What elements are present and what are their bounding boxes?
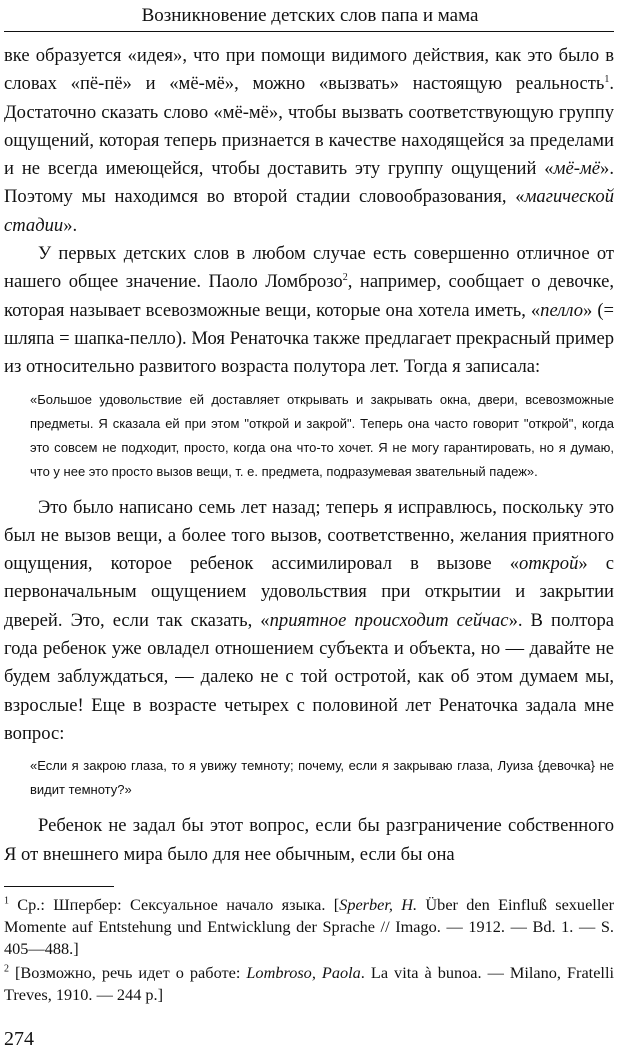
footnote-rule bbox=[4, 886, 114, 887]
paragraph-4: Ребенок не задал бы этот вопрос, если бы разграничение собственного Я от внешнего мира было для нее обычным, если бы она bbox=[4, 815, 614, 865]
running-header: Возникновение детских слов папа и мама bbox=[141, 5, 479, 26]
footnote-ref-1[interactable]: 1 bbox=[604, 74, 610, 86]
footnote-2: $^2$ [Возможно, речь идет о работе: Lombroso, Paola. La vita à bunoa. — Milano, Fratelli Treves, 1910. — 244 p.] bbox=[4, 963, 614, 1004]
footnotes bbox=[4, 894, 614, 1008]
footnote-1: $^1$ Ср.: Шпербер: Сексуальное начало языка. [Sperber, H. Über den Einfluß sexueller Momente auf Entstehung und Entwicklung der Sprache // Imago. — 1912. — Bd. 1. — S. 405—488.] bbox=[4, 895, 614, 958]
paragraph-1: вке образуется «идея», что при помощи видимого действия, как это было в словах «пё-пё» и «мё-мё», можно «вызвать» настоящую реальность$^1$. Достаточно сказать слово «мё-мё», чтобы вызвать соответствующую группу ощущений, которая теперь признается в качестве находящейся за пределами и не всегда имеющейся, чтобы доставить эту группу ощущений «мё-мё». Поэтому мы находимся во второй стадии словообразования, «магической стадии». bbox=[4, 45, 614, 236]
page-number: 274 bbox=[4, 1028, 34, 1050]
block-quote-2: «Если я закрою глаза, то я увижу темноту; почему, если я закрываю глаза, Луиза {девочка} не видит темноту?» bbox=[30, 758, 614, 798]
main-text bbox=[4, 42, 614, 869]
footnote-ref-2[interactable]: 2 bbox=[342, 272, 348, 284]
paragraph-3: Это было написано семь лет назад; теперь я исправлюсь, поскольку это был не вызов вещи, а более того вызов, соответственно, желания приятного ощущения, которое ребенок ассимилировал в вызове «открой» с первоначальным ощущением удовольствия при открытии и закрытии дверей. Это, если так сказать, «приятное происходит сейчас». В полтора года ребенок уже овладел отношением субъекта и объекта, но — давайте не будем заблуждаться, — далеко не с той остротой, как об этом думаем мы, взрослые! Еще в возрасте четырех с половиной лет Ренаточка задала мне вопрос: bbox=[4, 496, 615, 744]
block-quote-1: «Большое удовольствие ей доставляет открывать и закрывать окна, двери, всевозможные предметы. Я сказала ей при этом "открой и закрой". Теперь она часто говорит "открой", когда это совсем не подходит, просто, когда она что-то хочет. Я не могу гарантировать, но я думаю, что у нее это просто вызов вещи, т. е. предмета, подразумевая звательный падеж». bbox=[30, 391, 614, 479]
paragraph-2: У первых детских слов в любом случае есть совершенно отличное от нашего общее значение. Паоло Ломброзо$^2$, например, сообщает о девочке, которая называет всевозможные вещи, которые она хотела иметь, «пелло» (= шляпа = шапка-пелло). Моя Ренаточка также предлагает прекрасный пример из относительно развитого возраста полутора лет. Тогда я записала: bbox=[4, 243, 615, 378]
header-rule bbox=[4, 31, 614, 32]
